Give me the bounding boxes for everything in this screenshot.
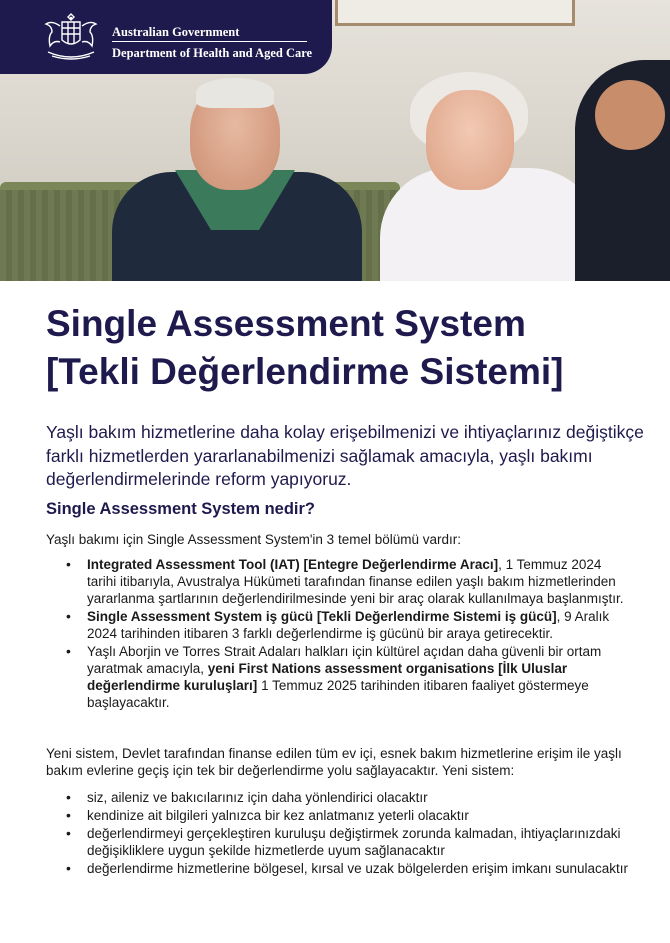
- section-heading: Single Assessment System nedir?: [46, 500, 315, 518]
- part-3-name: yeni First Nations assessment organisations [İlk Uluslar değerlendirme kuruluşları]: [87, 661, 568, 693]
- list-item: [66, 643, 634, 711]
- list-item: [66, 556, 634, 607]
- list-item: • değerlendirme hizmetlerine bölgesel, kırsal ve uzak bölgelerden erişim imkanı sunulacaktır: [66, 860, 634, 877]
- header-divider: [112, 41, 307, 42]
- part-2-text: , 9 Aralık 2024 tarihinden itibaren 3 farklı değerlendirme iş gücünü bir araya getirecektir.: [87, 609, 610, 641]
- coat-of-arms-icon: [38, 10, 104, 62]
- list-item: • değerlendirmeyi gerçekleştiren kuruluşu değiştirmek zorunda kalmadan, ihtiyaçlarınızdaki değişikliklere uygun şekilde hizmetlerde uyum sağlanacaktır: [66, 825, 634, 859]
- photo-elderly-woman-head: [426, 90, 514, 190]
- part-1-name: Integrated Assessment Tool (IAT) [Entegre Değerlendirme Aracı]: [87, 557, 499, 572]
- list-item: [66, 608, 634, 642]
- page-title: [46, 300, 656, 396]
- new-system-paragraph: Yeni sistem, Devlet tarafından finanse edilen tüm ev içi, esnek bakım hizmetlerine erişim ile yaşlı bakım evlerine geçiş için tek bir değerlendirme yolu sağlayacaktır. Yeni sistem:: [46, 746, 622, 778]
- part-2-name: Single Assessment System iş gücü [Tekli Değerlendirme Sistemi iş gücü]: [87, 609, 557, 624]
- government-name: Australian Government: [112, 25, 240, 39]
- part-3-pre: Yaşlı Aborjin ve Torres Strait Adaları halkları için kültürel açıdan daha güvenli bir ortam yaratmak amacıyla,: [87, 644, 602, 676]
- intro-paragraph: Yaşlı bakım hizmetlerine daha kolay erişebilmenizi ve ihtiyaçlarınız değiştikçe farklı hizmetlerden yararlanabilmenizi sağlamak amacıyla, yaşlı bakımı değerlendirmelerinde reform yapıyoruz.: [46, 422, 644, 489]
- photo-picture-frame: [335, 0, 575, 26]
- list-item: • siz, aileniz ve bakıcılarınız için daha yönlendirici olacaktır: [66, 789, 634, 806]
- section-lead: Yaşlı bakımı için Single Assessment System'in 3 temel bölümü vardır:: [46, 532, 461, 547]
- benefits-list: [66, 789, 634, 878]
- list-item: • kendinize ait bilgileri yalnızca bir kez anlatmanız yeterli olacaktır: [66, 807, 634, 824]
- department-name: Department of Health and Aged Care: [112, 46, 313, 60]
- title-line-1: Single Assessment System: [46, 303, 526, 344]
- part-3-text: 1 Temmuz 2025 tarihinden itibaren faaliyet göstermeye başlayacaktır.: [87, 678, 589, 710]
- parts-list: [66, 556, 634, 712]
- photo-elderly-man-hair: [196, 78, 274, 108]
- title-line-2: [Tekli Değerlendirme Sistemi]: [46, 351, 564, 392]
- government-header: [0, 0, 332, 74]
- part-1-text: , 1 Temmuz 2024 tarihi itibarıyla, Avustralya Hükümeti tarafından finanse edilen yaşlı bakım hizmetlerinden yararlanma şartlarının değerlendirilmesinde yeni bir araç olarak kullanılmaya başlanmıştır.: [87, 557, 624, 606]
